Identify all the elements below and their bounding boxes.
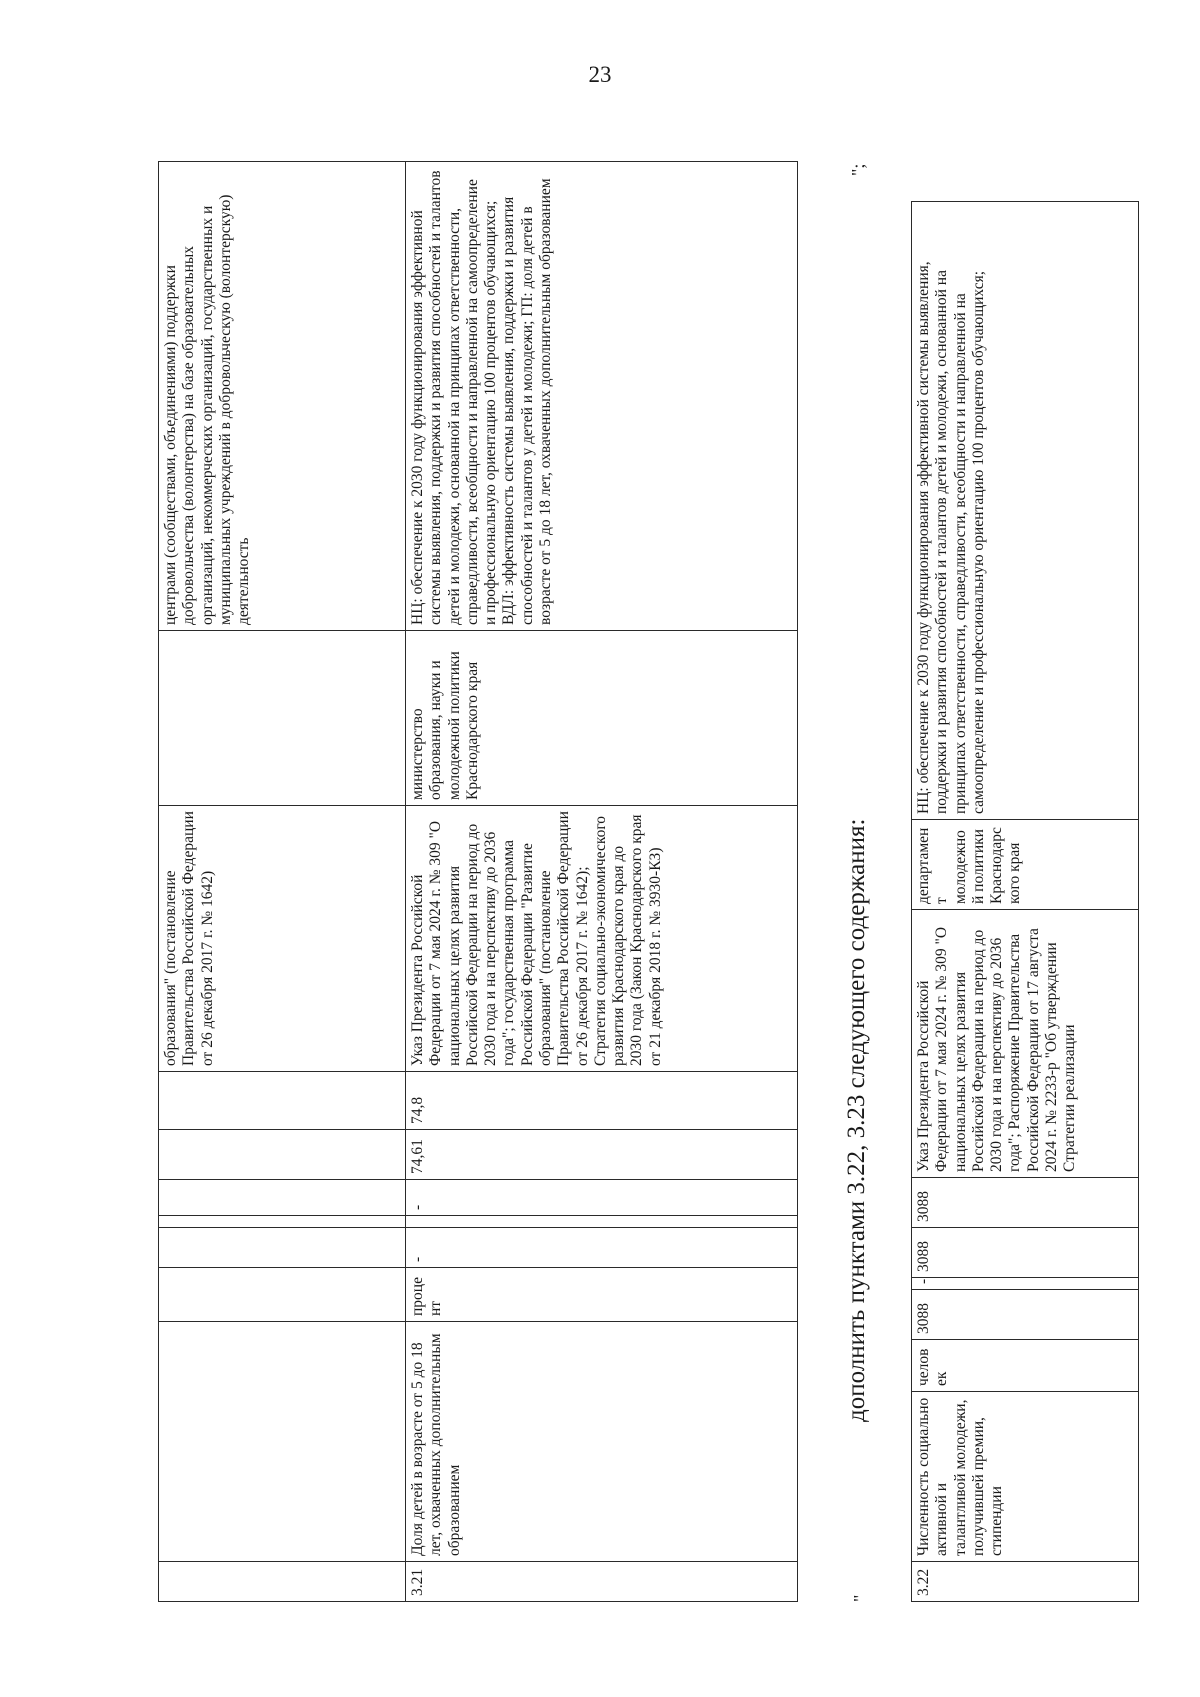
cell-responsible: департамент молодежной политики Краснодарского края — [912, 820, 1139, 910]
section-heading: дополнить пунктами 3.22, 3.23 следующего содержания: — [843, 818, 870, 1422]
cell-unit: человек — [912, 1340, 1139, 1392]
cell-v4 — [159, 1072, 406, 1130]
page-number: 23 — [588, 62, 612, 87]
cell-v2b — [159, 1180, 406, 1216]
rotated-landscape-content — [158, 163, 1158, 1602]
cell-target: НЦ: обеспечение к 2030 году функционирования эффективной системы выявления, поддержки и развития способностей и талантов детей и молодежи, основанной на принципах ответственности, справедливости, всеобщности и направленной на самоопределение и профессиональную ориентацию 100 процентов обучающихся; ВДЛ: эффективность системы выявления, поддержки и развития способностей и талантов у детей и молодежи; ГП: доля детей в возрасте от 5 до 18 лет, охваченных дополнительным образованием — [406, 162, 798, 631]
cell-v2: - — [912, 1278, 1139, 1290]
cell-basis: Указ Президента Российской Федерации от 7 мая 2024 г. № 309 "О национальных целях развития Российской Федерации на период до 2030 года и на перспективу до 2036 года"; государственная программа Российской Федерации "Развитие образования" (постановление Правительства Российской Федерации от 26 декабря 2017 г. № 1642); Стратегия социально-экономического развития Краснодарского края до 2030 года (Закон Краснодарского края от 21 декабря 2018 г. № 3930-КЗ) — [406, 806, 798, 1072]
cell-basis: Указ Президента Российской Федерации от 7 мая 2024 г. № 309 "О национальных целях развития Российской Федерации на период до 2030 года и на перспективу до 2036 года"; Распоряжение Правительства Российской Федерации от 17 августа 2024 г. № 2233-р "Об утверждении Стратегии реализации — [912, 910, 1139, 1178]
cell-v2 — [406, 1216, 798, 1228]
cell-num: 3.21 — [406, 1562, 798, 1602]
cell-name — [159, 1322, 406, 1562]
cell-responsible — [159, 631, 406, 806]
cell-v1: - — [406, 1228, 798, 1268]
cell-unit — [159, 1268, 406, 1322]
cell-unit: процент — [406, 1268, 798, 1322]
cell-num — [159, 1562, 406, 1602]
cell-v1 — [159, 1228, 406, 1268]
cell-v4: 74,8 — [406, 1072, 798, 1130]
closing-quote: "; — [848, 163, 868, 176]
indicators-table-new-items — [911, 201, 1139, 1602]
cell-responsible: министерство образования, науки и молодежной политики Краснодарского края — [406, 631, 798, 806]
cell-v3: 74,61 — [406, 1130, 798, 1180]
cell-target: центрами (сообществами, объединениями) поддержки добровольчества (волонтерства) на базе образовательных организаций, некоммерческих организаций, государственных и муниципальных учреждений в добровольческую (волонтерскую) деятельность — [159, 162, 406, 631]
cell-num: 3.22 — [912, 1562, 1139, 1602]
cell-name: Численность социально активной и талантливой молодежи, получившей премии, стипендии — [912, 1392, 1139, 1562]
cell-v2 — [159, 1216, 406, 1228]
indicators-table-continued — [158, 161, 798, 1602]
table-row-3-21 — [406, 162, 798, 1602]
cell-v1: 3088 — [912, 1290, 1139, 1340]
cell-name: Доля детей в возрасте от 5 до 18 лет, охваченных дополнительным образованием — [406, 1322, 798, 1562]
cell-v2b: - — [406, 1180, 798, 1216]
cell-basis: образования" (постановление Правительства Российской Федерации от 26 декабря 2017 г. № 1642) — [159, 806, 406, 1072]
cell-v3 — [159, 1130, 406, 1180]
opening-quote: " — [850, 1594, 870, 1602]
cell-v4: 3088 — [912, 1178, 1139, 1228]
table-row-continuation — [159, 162, 406, 1602]
cell-target: НЦ: обеспечение к 2030 году функционирования эффективной системы выявления, поддержки и развития способностей и талантов детей и молодежи, основанной на принципах ответственности, справедливости, всеобщности и направленной на самоопределение и профессиональную ориентацию 100 процентов обучающихся; — [912, 202, 1139, 820]
table-row-3-22 — [912, 202, 1139, 1602]
cell-v3: 3088 — [912, 1228, 1139, 1278]
